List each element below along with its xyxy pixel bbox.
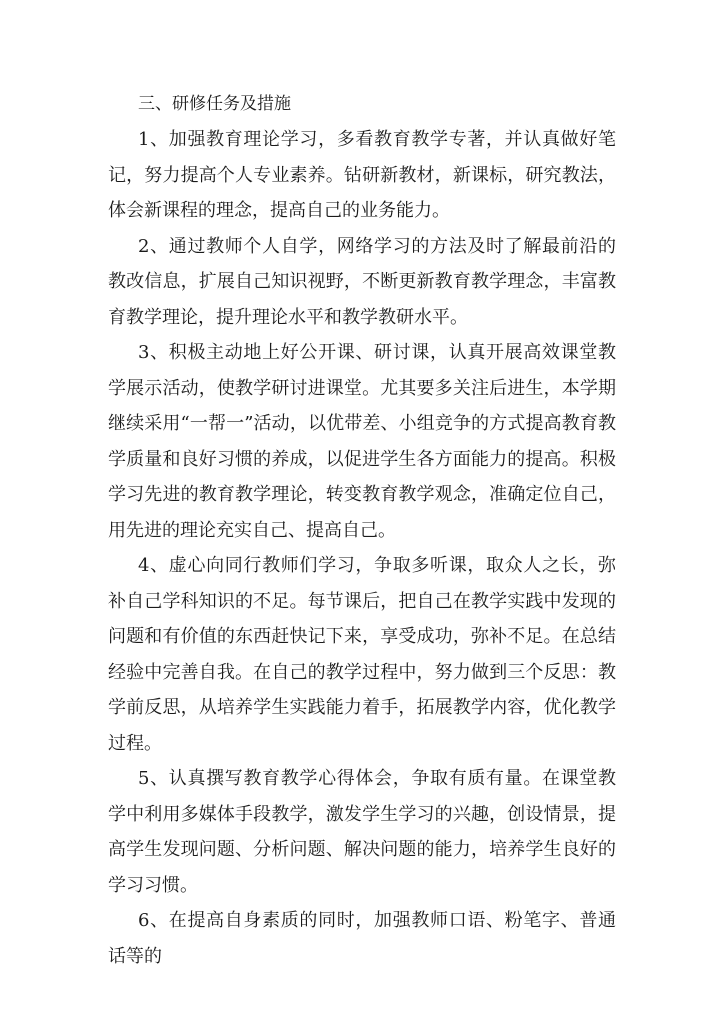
paragraph-5: 5、认真撰写教育教学心得体会，争取有质有量。在课堂教学中利用多媒体手段教学，激发学生学习的兴趣，创设情景，提高学生发现问题、分析问题、解决问题的能力，培养学生良好的学习习惯。	[108, 768, 616, 896]
paragraph-3: 3、积极主动地上好公开课、研讨课，认真开展高效课堂教学展示活动，使教学研讨进课堂。尤其要多关注后进生，本学期继续采用“一帮一”活动，以优带差、小组竞争的方式提高教育教学质量和良好习惯的养成，以促进学生各方面能力的提高。积极学习先进的教育教学理论，转变教育教学观念，准确定位自己，用先进的理论充实自己、提高自己。	[108, 342, 616, 541]
paragraph-6: 6、在提高自身素质的同时，加强教师口语、粉笔字、普通话等的	[108, 910, 616, 967]
paragraph-1: 1、加强教育理论学习，多看教育教学专著，并认真做好笔记，努力提高个人专业素养。钻研新教材，新课标，研究教法，体会新课程的理念，提高自己的业务能力。	[108, 129, 616, 221]
paragraph-4: 4、虚心向同行教师们学习，争取多听课，取众人之长，弥补自己学科知识的不足。每节课后，把自己在教学实践中发现的问题和有价值的东西赶快记下来，享受成功，弥补不足。在总结经验中完善自我。在自己的教学过程中，努力做到三个反思：教学前反思，从培养学生实践能力着手，拓展教学内容，优化教学过程。	[108, 555, 616, 754]
document-body	[108, 86, 616, 974]
paragraph-2: 2、通过教师个人自学，网络学习的方法及时了解最前沿的教改信息，扩展自己知识视野，不断更新教育教学理念，丰富教育教学理论，提升理论水平和教学教研水平。	[108, 235, 616, 328]
section-heading: 三、研修任务及措施	[138, 94, 291, 114]
